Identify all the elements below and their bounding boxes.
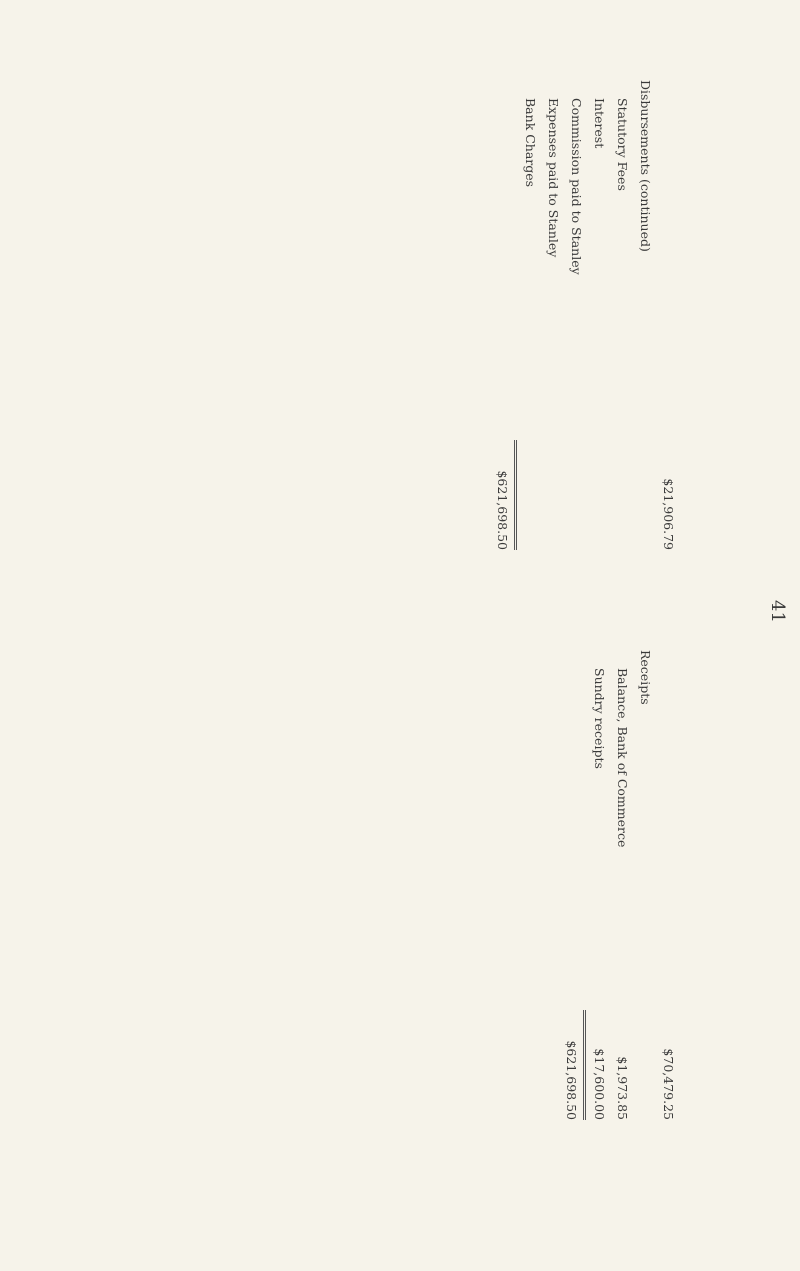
right-row: Sundry receipts $17,600.00 xyxy=(592,668,607,1120)
right-top-total: $70,479.25 xyxy=(661,1048,676,1120)
right-column xyxy=(560,650,680,1120)
left-row: Bank Charges xyxy=(523,98,538,188)
page-number: 41 xyxy=(767,600,788,623)
right-bottom-total: $621,698.50 xyxy=(564,1040,579,1120)
left-top-total: $21,906.79 xyxy=(661,478,676,550)
right-row: Balance, Bank of Commerce $1,973.85 xyxy=(615,668,630,1120)
left-row: Interest xyxy=(592,98,607,149)
right-double-rule xyxy=(583,1010,586,1120)
right-heading: Receipts xyxy=(638,650,653,705)
left-double-rule xyxy=(514,440,517,550)
left-row: Expenses paid to Stanley xyxy=(546,98,561,258)
left-row: Commission paid to Stanley xyxy=(569,98,584,275)
left-heading: Disbursements (continued) xyxy=(638,80,653,252)
left-bottom-total: $621,698.50 xyxy=(495,470,510,550)
left-row: Statutory Fees xyxy=(615,98,630,191)
left-column xyxy=(491,80,680,550)
